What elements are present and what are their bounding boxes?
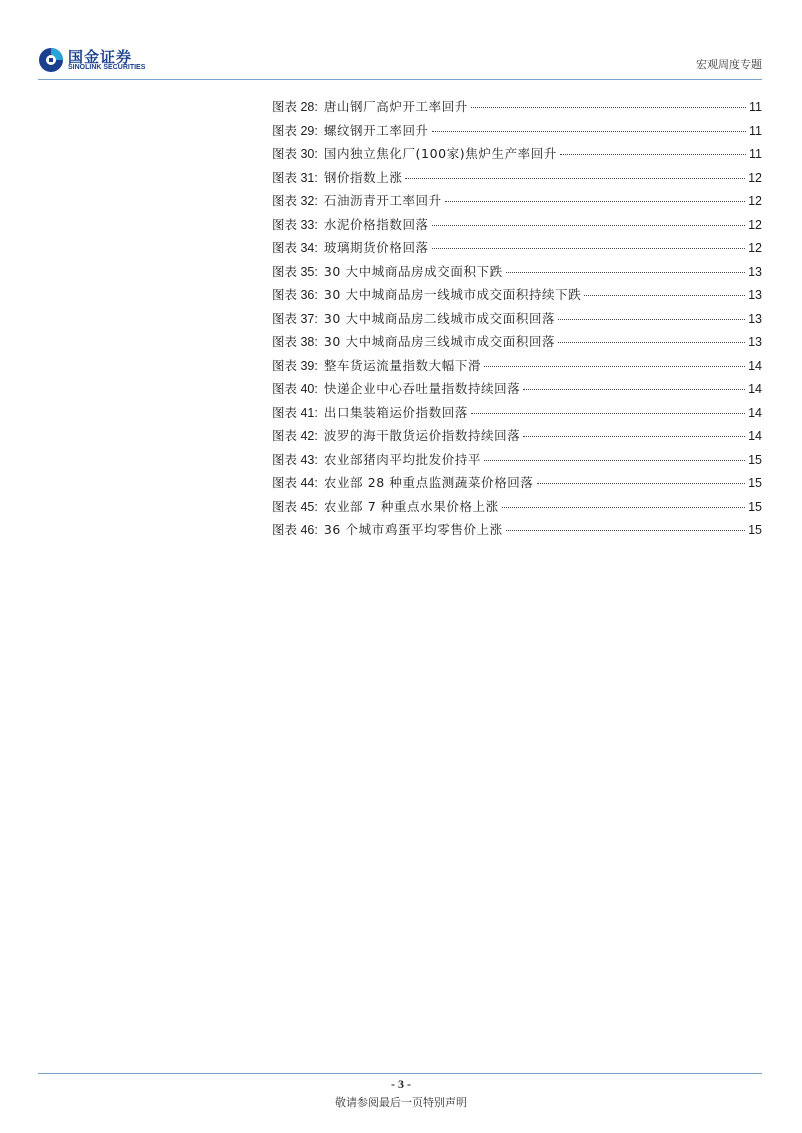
toc-entry[interactable] — [272, 238, 762, 262]
toc-entry[interactable] — [272, 215, 762, 239]
toc-page-number: 14 — [748, 429, 762, 443]
toc-page-number: 12 — [748, 194, 762, 208]
footer-divider — [38, 1073, 762, 1074]
toc-leader-dots — [432, 131, 746, 132]
toc-figure-title: 石油沥青开工率回升 — [323, 193, 442, 208]
toc-leader-dots — [432, 225, 745, 226]
header-divider — [38, 79, 762, 80]
toc-entry[interactable] — [272, 332, 762, 356]
figure-list — [272, 97, 762, 544]
sinolink-logo-icon — [38, 47, 64, 73]
toc-figure-label: 图表 29: — [272, 123, 318, 138]
toc-figure-label: 图表 32: — [272, 194, 318, 208]
toc-figure-title: 唐山钢厂高炉开工率回升 — [323, 99, 468, 114]
toc-figure-title: 36 个城市鸡蛋平均零售价上涨 — [323, 522, 503, 537]
toc-leader-dots — [502, 507, 745, 508]
toc-entry[interactable] — [272, 285, 762, 309]
toc-figure-title: 出口集装箱运价指数回落 — [323, 404, 468, 420]
toc-leader-dots — [523, 389, 745, 390]
toc-leader-dots — [560, 154, 746, 155]
toc-page-number: 15 — [748, 523, 762, 537]
toc-entry[interactable] — [272, 168, 762, 192]
toc-leader-dots — [506, 530, 745, 531]
toc-figure-label: 图表 31: — [272, 170, 318, 185]
toc-page-number: 12 — [748, 170, 762, 185]
toc-figure-label: 图表 33: — [272, 217, 318, 232]
toc-entry[interactable] — [272, 520, 762, 544]
toc-page-number: 12 — [748, 241, 762, 255]
toc-page-number: 14 — [748, 405, 762, 420]
toc-leader-dots — [558, 342, 745, 343]
toc-figure-label: 图表 39: — [272, 358, 318, 373]
toc-entry[interactable] — [272, 379, 762, 403]
toc-page-number: 11 — [749, 100, 762, 114]
toc-figure-label: 图表 35: — [272, 264, 318, 279]
toc-leader-dots — [405, 178, 745, 179]
toc-figure-title: 钢价指数上涨 — [323, 169, 403, 185]
toc-leader-dots — [445, 201, 745, 202]
toc-page-number: 11 — [749, 147, 762, 161]
toc-figure-title: 螺纹钢开工率回升 — [323, 122, 429, 138]
toc-figure-title: 30 大中城商品房三线城市成交面积回落 — [323, 334, 556, 349]
page-number: - 3 - — [391, 1077, 411, 1091]
toc-entry[interactable] — [272, 426, 762, 450]
toc-leader-dots — [484, 460, 745, 461]
toc-figure-label: 图表 41: — [272, 405, 318, 420]
toc-page-number: 13 — [748, 311, 762, 326]
toc-leader-dots — [506, 272, 745, 273]
brand-name-en: SINOLINK SECURITIES — [68, 64, 146, 71]
toc-entry[interactable] — [272, 450, 762, 474]
toc-entry[interactable] — [272, 497, 762, 521]
page-header — [38, 44, 762, 78]
toc-figure-label: 图表 38: — [272, 335, 318, 349]
toc-figure-title: 农业部 28 种重点监测蔬菜价格回落 — [323, 475, 534, 490]
brand-name-cn: 国金证券 — [68, 48, 133, 66]
toc-leader-dots — [432, 248, 745, 249]
toc-figure-label: 图表 42: — [272, 429, 318, 443]
toc-figure-title: 30 大中城商品房一线城市成交面积持续下跌 — [323, 287, 582, 302]
toc-page-number: 15 — [748, 476, 762, 490]
toc-entry[interactable] — [272, 356, 762, 380]
toc-page-number: 14 — [748, 382, 762, 396]
toc-leader-dots — [558, 319, 745, 320]
toc-figure-title: 水泥价格指数回落 — [323, 216, 429, 232]
toc-figure-title: 农业部猪肉平均批发价持平 — [323, 451, 482, 467]
toc-entry[interactable] — [272, 121, 762, 145]
toc-figure-title: 玻璃期货价格回落 — [323, 240, 429, 255]
toc-page-number: 15 — [748, 452, 762, 467]
toc-page-number: 13 — [748, 264, 762, 279]
toc-figure-label: 图表 28: — [272, 100, 318, 114]
toc-leader-dots — [471, 107, 746, 108]
toc-page-number: 15 — [748, 499, 762, 514]
toc-leader-dots — [484, 366, 745, 367]
toc-figure-label: 图表 40: — [272, 382, 318, 396]
toc-leader-dots — [523, 436, 745, 437]
toc-leader-dots — [537, 483, 746, 484]
toc-page-number: 11 — [749, 123, 762, 138]
toc-figure-label: 图表 46: — [272, 523, 318, 537]
toc-figure-title: 国内独立焦化厂(100家)焦炉生产率回升 — [323, 146, 557, 161]
toc-page-number: 13 — [748, 335, 762, 349]
toc-entry[interactable] — [272, 262, 762, 286]
toc-page-number: 12 — [748, 217, 762, 232]
toc-figure-title: 整车货运流量指数大幅下滑 — [323, 357, 482, 373]
disclaimer-note: 敬请参阅最后一页特别声明 — [335, 1096, 467, 1109]
toc-entry[interactable] — [272, 309, 762, 333]
toc-entry[interactable] — [272, 191, 762, 215]
toc-leader-dots — [584, 295, 745, 296]
toc-figure-label: 图表 43: — [272, 452, 318, 467]
toc-figure-title: 30 大中城商品房二线城市成交面积回落 — [323, 310, 556, 326]
toc-leader-dots — [471, 413, 745, 414]
toc-figure-label: 图表 36: — [272, 288, 318, 302]
toc-figure-label: 图表 44: — [272, 476, 318, 490]
toc-figure-label: 图表 34: — [272, 241, 318, 255]
toc-page-number: 14 — [748, 358, 762, 373]
toc-figure-label: 图表 37: — [272, 311, 318, 326]
toc-figure-title: 30 大中城商品房成交面积下跌 — [323, 263, 503, 279]
company-logo — [38, 44, 188, 76]
toc-entry[interactable] — [272, 473, 762, 497]
toc-page-number: 13 — [748, 288, 762, 302]
toc-figure-title: 农业部 7 种重点水果价格上涨 — [323, 498, 499, 514]
toc-figure-title: 快递企业中心吞吐量指数持续回落 — [323, 381, 521, 396]
report-type: 宏观周度专题 — [696, 58, 762, 71]
toc-figure-label: 图表 30: — [272, 147, 318, 161]
toc-entry[interactable] — [272, 144, 762, 168]
toc-entry[interactable] — [272, 403, 762, 427]
toc-figure-label: 图表 45: — [272, 499, 318, 514]
toc-figure-title: 波罗的海干散货运价指数持续回落 — [323, 428, 521, 443]
toc-entry[interactable] — [272, 97, 762, 121]
